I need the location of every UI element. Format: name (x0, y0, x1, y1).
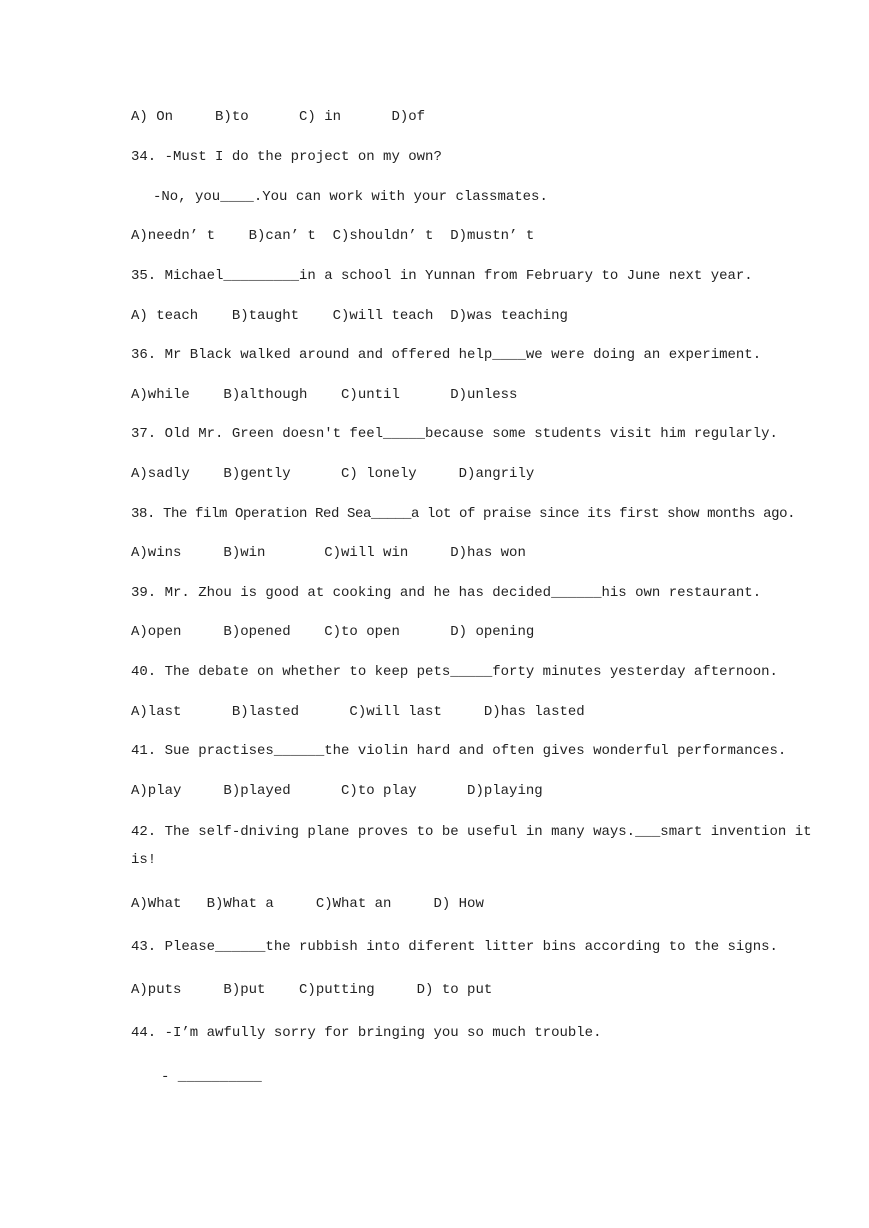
q38-question: 38. The film Operation Red Sea_____a lot of praise since its first show months ago. (131, 506, 796, 522)
q37-question: 37. Old Mr. Green doesn't feel_____because some students visit him regularly. (131, 426, 778, 442)
q36-question: 36. Mr Black walked around and offered help____we were doing an experiment. (131, 347, 762, 363)
q43-question: 43. Please______the rubbish into diferent litter bins according to the signs. (131, 939, 778, 955)
q37-options: A)sadly B)gently C) lonely D)angrily (131, 466, 535, 482)
q40-question: 40. The debate on whether to keep pets_____forty minutes yesterday afternoon. (131, 664, 778, 680)
q42-question: 42. The self-dniving plane proves to be useful in many ways.___smart invention it (131, 824, 812, 840)
q41-options: A)play B)played C)to play D)playing (131, 783, 543, 799)
q44-question: 44. -I’m awfully sorry for bringing you so much trouble. (131, 1025, 602, 1041)
q35-options: A) teach B)taught C)will teach D)was teaching (131, 308, 568, 324)
q34-reply: -No, you____.You can work with your classmates. (153, 189, 548, 205)
q38-options: A)wins B)win C)will win D)has won (131, 545, 526, 561)
q34-question: 34. -Must I do the project on my own? (131, 149, 442, 165)
q44-reply-blank: - __________ (161, 1069, 262, 1085)
q39-options: A)open B)opened C)to open D) opening (131, 624, 535, 640)
q35-question: 35. Michael_________in a school in Yunnan from February to June next year. (131, 268, 753, 284)
q40-options: A)last B)lasted C)will last D)has lasted (131, 704, 585, 720)
q42-question-cont: is! (131, 852, 157, 868)
q34-options: A)needn’ t B)can’ t C)shouldn’ t D)mustn’ t (131, 228, 535, 244)
q41-question: 41. Sue practises______the violin hard and often gives wonderful performances. (131, 743, 787, 759)
q36-options: A)while B)although C)until D)unless (131, 387, 518, 403)
q43-options: A)puts B)put C)putting D) to put (131, 982, 493, 998)
q33-options: A) On B)to C) in D)of (131, 109, 426, 125)
q42-options: A)What B)What a C)What an D) How (131, 896, 484, 912)
q39-question: 39. Mr. Zhou is good at cooking and he has decided______his own restaurant. (131, 585, 762, 601)
